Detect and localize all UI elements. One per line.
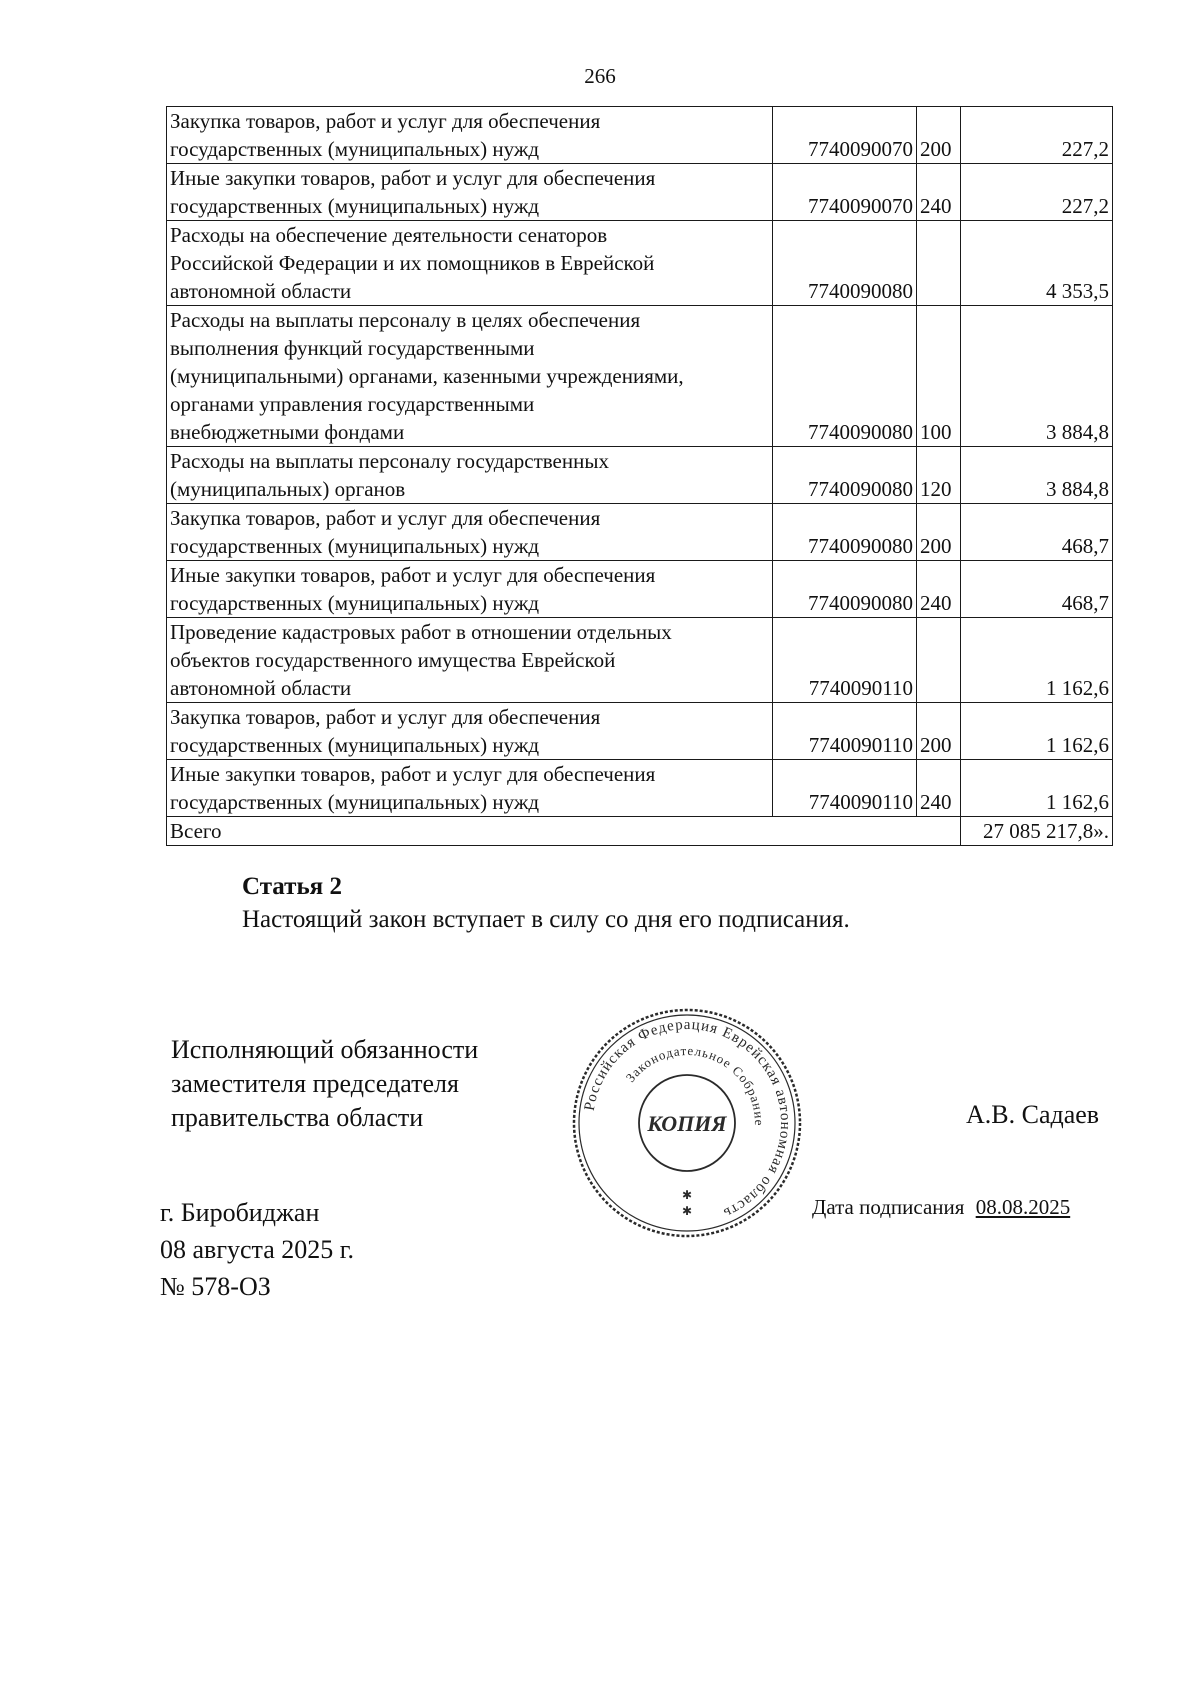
amount-cell: 3 884,8 <box>961 447 1113 504</box>
expense-type-cell: 200 <box>917 703 961 760</box>
expense-name-line: органами управления государственными <box>170 392 535 416</box>
target-code-cell: 7740090080 <box>773 561 917 618</box>
table-row <box>167 164 1113 221</box>
amount-cell: 468,7 <box>961 504 1113 561</box>
expense-name-line: Закупка товаров, работ и услуг для обеспечения <box>170 109 601 133</box>
star-icon: ✱ <box>681 1188 693 1202</box>
signer-position <box>171 1033 478 1135</box>
budget-table-body <box>167 107 1113 846</box>
expense-name-cell <box>167 760 773 817</box>
expense-name-line: внебюджетными фондами <box>170 420 405 444</box>
table-row <box>167 618 1113 703</box>
expense-type-cell: 100 <box>917 306 961 447</box>
total-label: Всего <box>167 817 961 846</box>
expense-name-line: Расходы на обеспечение деятельности сенаторов <box>170 223 608 247</box>
table-row <box>167 504 1113 561</box>
expense-type-cell: 240 <box>917 164 961 221</box>
expense-name-line: автономной области <box>170 676 352 700</box>
amount-cell: 227,2 <box>961 107 1113 164</box>
target-code-cell: 7740090110 <box>773 703 917 760</box>
expense-name-line: Расходы на выплаты персоналу в целях обеспечения <box>170 308 641 332</box>
amount-cell: 3 884,8 <box>961 306 1113 447</box>
amount-cell: 1 162,6 <box>961 618 1113 703</box>
amount-cell: 1 162,6 <box>961 703 1113 760</box>
expense-name-line: Иные закупки товаров, работ и услуг для обеспечения <box>170 762 656 786</box>
table-row <box>167 561 1113 618</box>
target-code-cell: 7740090110 <box>773 760 917 817</box>
total-value: 27 085 217,8». <box>961 817 1113 846</box>
stamp-inner-text: Законодательное Собрание <box>622 1042 768 1127</box>
expense-type-cell: 120 <box>917 447 961 504</box>
stamp-outer-text: Российская Федерация Еврейская автономная область <box>581 1016 794 1222</box>
expense-name-line: (муниципальных) органов <box>170 477 406 501</box>
expense-name-line: Закупка товаров, работ и услуг для обеспечения <box>170 705 601 729</box>
target-code-cell: 7740090070 <box>773 164 917 221</box>
law-date: 08 августа 2025 г. <box>160 1235 354 1264</box>
expense-name-line: государственных (муниципальных) нужд <box>170 733 540 757</box>
table-row <box>167 107 1113 164</box>
star-icon: ✱ <box>681 1204 693 1218</box>
amount-cell: 227,2 <box>961 164 1113 221</box>
expense-type-cell <box>917 221 961 306</box>
expense-name-line: выполнения функций государственными <box>170 336 535 360</box>
signer-position-line: Исполняющий обязанности <box>171 1035 479 1064</box>
table-row <box>167 221 1113 306</box>
expense-name-line: Проведение кадастровых работ в отношении отдельных <box>170 620 672 644</box>
expense-type-cell: 200 <box>917 504 961 561</box>
signing-date <box>812 1195 1070 1220</box>
expense-name-cell <box>167 164 773 221</box>
expense-name-line: (муниципальными) органами, казенными учреждениями, <box>170 364 684 388</box>
official-stamp <box>567 1003 807 1243</box>
expense-name-cell <box>167 306 773 447</box>
article-heading: Статья 2 <box>242 873 342 900</box>
expense-name-line: Расходы на выплаты персоналу государственных <box>170 449 609 473</box>
expense-name-cell <box>167 107 773 164</box>
signing-date-label: Дата подписания <box>812 1195 965 1219</box>
signer-name: А.В. Садаев <box>966 1100 1100 1129</box>
expense-name-line: государственных (муниципальных) нужд <box>170 137 540 161</box>
target-code-cell: 7740090080 <box>773 221 917 306</box>
expense-name-cell <box>167 561 773 618</box>
table-row <box>167 760 1113 817</box>
expense-type-cell: 240 <box>917 760 961 817</box>
expense-name-line: государственных (муниципальных) нужд <box>170 790 540 814</box>
table-row <box>167 306 1113 447</box>
expense-name-cell <box>167 447 773 504</box>
place-date-block <box>160 1194 354 1305</box>
table-row <box>167 447 1113 504</box>
amount-cell: 1 162,6 <box>961 760 1113 817</box>
signing-date-value: 08.08.2025 <box>975 1195 1071 1219</box>
expense-name-line: государственных (муниципальных) нужд <box>170 194 540 218</box>
article-text: Настоящий закон вступает в силу со дня его подписания. <box>242 906 850 933</box>
expense-name-line: Иные закупки товаров, работ и услуг для обеспечения <box>170 166 656 190</box>
expense-name-cell <box>167 221 773 306</box>
stamp-center-text: КОПИЯ <box>647 1111 727 1136</box>
target-code-cell: 7740090080 <box>773 504 917 561</box>
target-code-cell: 7740090080 <box>773 306 917 447</box>
expense-name-line: Закупка товаров, работ и услуг для обеспечения <box>170 506 601 530</box>
target-code-cell: 7740090080 <box>773 447 917 504</box>
expense-name-cell <box>167 618 773 703</box>
expense-type-cell <box>917 618 961 703</box>
target-code-cell: 7740090110 <box>773 618 917 703</box>
expense-name-line: автономной области <box>170 279 352 303</box>
expense-name-cell <box>167 504 773 561</box>
signer-position-line: заместителя председателя <box>171 1069 459 1098</box>
expense-name-line: государственных (муниципальных) нужд <box>170 591 540 615</box>
total-row <box>167 817 1113 846</box>
expense-type-cell: 200 <box>917 107 961 164</box>
table-row <box>167 703 1113 760</box>
law-number: № 578-ОЗ <box>160 1272 271 1301</box>
target-code-cell: 7740090070 <box>773 107 917 164</box>
expense-name-line: Иные закупки товаров, работ и услуг для обеспечения <box>170 563 656 587</box>
amount-cell: 4 353,5 <box>961 221 1113 306</box>
signer-position-line: правительства области <box>171 1103 424 1132</box>
expense-name-line: Российской Федерации и их помощников в Еврейской <box>170 251 655 275</box>
budget-table <box>166 106 1113 846</box>
page-number: 266 <box>584 64 616 88</box>
amount-cell: 468,7 <box>961 561 1113 618</box>
expense-name-line: объектов государственного имущества Еврейской <box>170 648 616 672</box>
expense-name-cell <box>167 703 773 760</box>
signing-place: г. Биробиджан <box>160 1198 320 1227</box>
expense-name-line: государственных (муниципальных) нужд <box>170 534 540 558</box>
expense-type-cell: 240 <box>917 561 961 618</box>
